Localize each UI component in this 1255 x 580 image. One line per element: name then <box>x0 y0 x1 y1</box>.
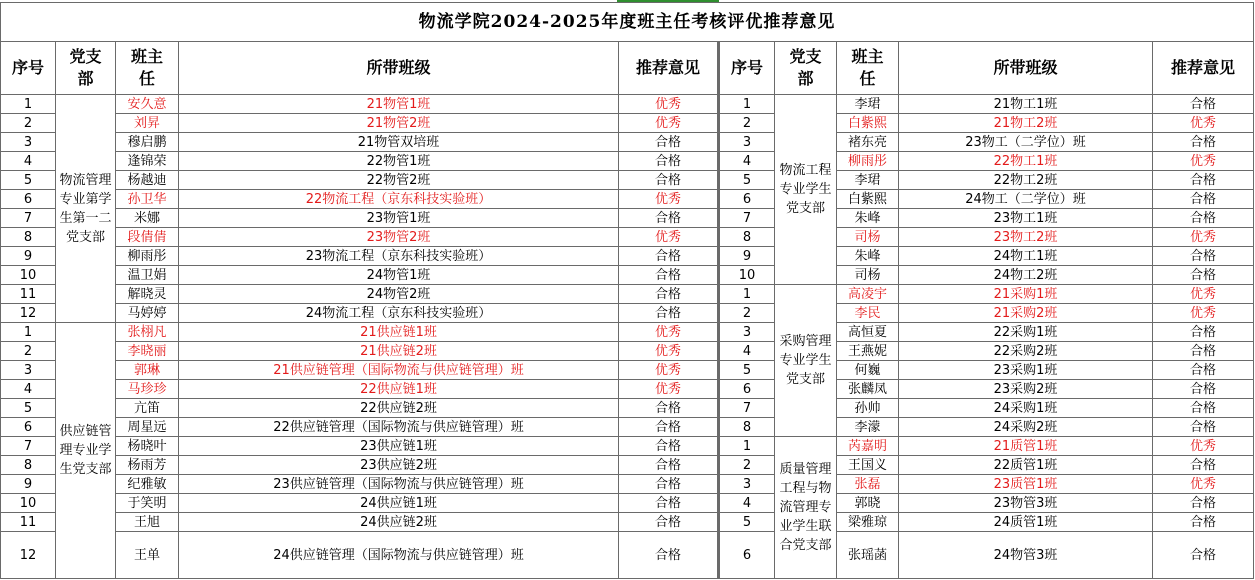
teacher-cell: 李濛 <box>837 418 899 437</box>
opinion-cell: 合格 <box>619 437 719 456</box>
table-row <box>1 437 1254 456</box>
table-row <box>1 380 1254 399</box>
opinion-cell: 合格 <box>1153 494 1254 513</box>
party-branch-label: 质量管理工程与物流管理专业学生联合党支部 <box>779 462 832 553</box>
table-row <box>1 399 1254 418</box>
class-cell: 23供应链2班 <box>179 456 619 475</box>
teacher-cell: 王燕妮 <box>837 342 899 361</box>
seq-cell: 3 <box>1 361 56 380</box>
seq-cell: 10 <box>719 266 775 285</box>
seq-cell: 4 <box>719 494 775 513</box>
teacher-cell: 马婷婷 <box>116 304 179 323</box>
teacher-cell: 白紫熙 <box>837 114 899 133</box>
class-cell: 23物管2班 <box>179 228 619 247</box>
class-cell: 22供应链2班 <box>179 399 619 418</box>
opinion-cell: 合格 <box>1153 95 1254 114</box>
opinion-cell: 合格 <box>619 494 719 513</box>
evaluation-table <box>0 2 1254 579</box>
teacher-cell: 柳雨彤 <box>837 152 899 171</box>
table-row <box>1 247 1254 266</box>
table-row <box>1 494 1254 513</box>
class-cell: 24采购1班 <box>899 399 1153 418</box>
header-opinion-right: 推荐意见 <box>1153 42 1254 95</box>
table-row <box>1 266 1254 285</box>
class-cell: 22采购1班 <box>899 323 1153 342</box>
table-row <box>1 361 1254 380</box>
class-cell: 24物工2班 <box>899 266 1153 285</box>
table-row <box>1 152 1254 171</box>
class-cell: 22质管1班 <box>899 456 1153 475</box>
seq-cell: 12 <box>1 532 56 579</box>
opinion-cell: 优秀 <box>1153 304 1254 323</box>
teacher-cell: 刘昇 <box>116 114 179 133</box>
class-cell: 23采购2班 <box>899 380 1153 399</box>
seq-cell: 6 <box>719 532 775 579</box>
seq-cell: 6 <box>719 380 775 399</box>
teacher-cell: 马珍珍 <box>116 380 179 399</box>
seq-cell: 9 <box>719 247 775 266</box>
teacher-cell: 李晓丽 <box>116 342 179 361</box>
teacher-cell: 杨雨芳 <box>116 456 179 475</box>
opinion-cell: 优秀 <box>619 190 719 209</box>
seq-cell: 5 <box>719 513 775 532</box>
class-cell: 23采购1班 <box>899 361 1153 380</box>
party-branch-label: 物流管理专业第学生第一二党支部 <box>59 172 112 245</box>
seq-cell: 12 <box>1 304 56 323</box>
seq-cell: 2 <box>719 456 775 475</box>
table-row <box>1 190 1254 209</box>
seq-cell: 8 <box>719 228 775 247</box>
teacher-cell: 张栩凡 <box>116 323 179 342</box>
seq-cell: 2 <box>1 114 56 133</box>
party-branch-cell <box>775 95 837 285</box>
opinion-cell: 优秀 <box>619 114 719 133</box>
class-cell: 24物管2班 <box>179 285 619 304</box>
teacher-cell: 段倩倩 <box>116 228 179 247</box>
seq-cell: 5 <box>719 361 775 380</box>
class-cell: 23物流工程（京东科技实验班） <box>179 247 619 266</box>
opinion-cell: 优秀 <box>619 361 719 380</box>
teacher-cell: 梁雅琼 <box>837 513 899 532</box>
table-row <box>1 171 1254 190</box>
seq-cell: 2 <box>1 342 56 361</box>
teacher-cell: 逢锦荣 <box>116 152 179 171</box>
class-cell: 21供应链1班 <box>179 323 619 342</box>
header-teacher <box>116 42 179 95</box>
opinion-cell: 合格 <box>1153 133 1254 152</box>
seq-cell: 3 <box>719 475 775 494</box>
class-cell: 24供应链2班 <box>179 513 619 532</box>
opinion-cell: 合格 <box>619 247 719 266</box>
teacher-cell: 米娜 <box>116 209 179 228</box>
class-cell: 22物管2班 <box>179 171 619 190</box>
teacher-cell: 于笑明 <box>116 494 179 513</box>
teacher-cell: 温卫娟 <box>116 266 179 285</box>
seq-cell: 6 <box>719 190 775 209</box>
opinion-cell: 合格 <box>619 418 719 437</box>
teacher-cell: 白紫熙 <box>837 190 899 209</box>
class-cell: 24物流工程（京东科技实验班） <box>179 304 619 323</box>
seq-cell: 3 <box>719 323 775 342</box>
opinion-cell: 优秀 <box>1153 152 1254 171</box>
party-branch-label: 供应链管理专业学生党支部 <box>59 424 112 477</box>
party-branch-label: 采购管理专业学生党支部 <box>779 334 832 387</box>
teacher-cell: 司杨 <box>837 228 899 247</box>
teacher-cell: 李珺 <box>837 171 899 190</box>
class-cell: 22物管1班 <box>179 152 619 171</box>
table-row <box>1 95 1254 114</box>
opinion-cell: 合格 <box>619 532 719 579</box>
class-cell: 23物工2班 <box>899 228 1153 247</box>
seq-cell: 9 <box>1 475 56 494</box>
opinion-cell: 优秀 <box>1153 475 1254 494</box>
opinion-cell: 合格 <box>619 285 719 304</box>
teacher-cell: 张瑶菡 <box>837 532 899 579</box>
teacher-cell: 孙卫华 <box>116 190 179 209</box>
class-cell: 24物工1班 <box>899 247 1153 266</box>
seq-cell: 11 <box>1 513 56 532</box>
header-teacher-right-label: 班主任 <box>851 47 884 88</box>
opinion-cell: 优秀 <box>619 95 719 114</box>
header-branch-label: 党支部 <box>69 47 102 88</box>
header-seq: 序号 <box>1 42 56 95</box>
party-branch-cell <box>775 437 837 579</box>
opinion-cell: 优秀 <box>619 342 719 361</box>
class-cell: 24供应链管理（国际物流与供应链管理）班 <box>179 532 619 579</box>
opinion-cell: 合格 <box>619 399 719 418</box>
table-row <box>1 532 1254 579</box>
opinion-cell: 优秀 <box>1153 437 1254 456</box>
teacher-cell: 纪雅敏 <box>116 475 179 494</box>
party-branch-cell <box>56 95 116 323</box>
teacher-cell: 朱峰 <box>837 209 899 228</box>
opinion-cell: 合格 <box>1153 247 1254 266</box>
opinion-cell: 优秀 <box>1153 228 1254 247</box>
teacher-cell: 高凌宇 <box>837 285 899 304</box>
seq-cell: 8 <box>1 456 56 475</box>
seq-cell: 3 <box>719 133 775 152</box>
teacher-cell: 褚东亮 <box>837 133 899 152</box>
seq-cell: 1 <box>719 437 775 456</box>
table-row <box>1 133 1254 152</box>
seq-cell: 7 <box>719 399 775 418</box>
seq-cell: 7 <box>1 209 56 228</box>
table-row <box>1 418 1254 437</box>
header-branch-right <box>775 42 837 95</box>
seq-cell: 3 <box>1 133 56 152</box>
teacher-cell: 何巍 <box>837 361 899 380</box>
opinion-cell: 合格 <box>619 152 719 171</box>
class-cell: 23物工（二学位）班 <box>899 133 1153 152</box>
seq-cell: 11 <box>1 285 56 304</box>
class-cell: 23物管1班 <box>179 209 619 228</box>
class-cell: 23供应链管理（国际物流与供应链管理）班 <box>179 475 619 494</box>
class-cell: 21采购2班 <box>899 304 1153 323</box>
opinion-cell: 合格 <box>619 513 719 532</box>
header-seq-right: 序号 <box>719 42 775 95</box>
opinion-cell: 合格 <box>619 475 719 494</box>
seq-cell: 4 <box>719 152 775 171</box>
class-cell: 23物管3班 <box>899 494 1153 513</box>
class-cell: 22采购2班 <box>899 342 1153 361</box>
class-cell: 21供应链管理（国际物流与供应链管理）班 <box>179 361 619 380</box>
opinion-cell: 合格 <box>1153 532 1254 579</box>
teacher-cell: 王旭 <box>116 513 179 532</box>
class-cell: 24质管1班 <box>899 513 1153 532</box>
seq-cell: 2 <box>719 304 775 323</box>
table-row <box>1 228 1254 247</box>
opinion-cell: 合格 <box>1153 399 1254 418</box>
teacher-cell: 王单 <box>116 532 179 579</box>
table-row <box>1 342 1254 361</box>
seq-cell: 7 <box>719 209 775 228</box>
table-row <box>1 323 1254 342</box>
seq-cell: 6 <box>1 190 56 209</box>
header-teacher-right <box>837 42 899 95</box>
table-row <box>1 209 1254 228</box>
teacher-cell: 芮嘉明 <box>837 437 899 456</box>
opinion-cell: 合格 <box>1153 513 1254 532</box>
teacher-cell: 周星远 <box>116 418 179 437</box>
opinion-cell: 合格 <box>1153 323 1254 342</box>
opinion-cell: 合格 <box>619 456 719 475</box>
class-cell: 21质管1班 <box>899 437 1153 456</box>
header-opinion: 推荐意见 <box>619 42 719 95</box>
seq-cell: 1 <box>719 95 775 114</box>
class-cell: 22物工1班 <box>899 152 1153 171</box>
seq-cell: 4 <box>1 152 56 171</box>
teacher-cell: 郭晓 <box>837 494 899 513</box>
teacher-cell: 高恒夏 <box>837 323 899 342</box>
opinion-cell: 合格 <box>1153 171 1254 190</box>
teacher-cell: 郭琳 <box>116 361 179 380</box>
party-branch-cell <box>775 285 837 437</box>
teacher-cell: 亢笛 <box>116 399 179 418</box>
header-class-right: 所带班级 <box>899 42 1153 95</box>
party-branch-label: 物流工程专业学生党支部 <box>779 163 832 216</box>
table-row <box>1 304 1254 323</box>
class-cell: 22物流工程（京东科技实验班） <box>179 190 619 209</box>
table-row <box>1 285 1254 304</box>
seq-cell: 4 <box>1 380 56 399</box>
header-teacher-label: 班主任 <box>130 47 163 88</box>
opinion-cell: 合格 <box>619 209 719 228</box>
seq-cell: 10 <box>1 266 56 285</box>
teacher-cell: 李珺 <box>837 95 899 114</box>
table-row <box>1 456 1254 475</box>
seq-cell: 6 <box>1 418 56 437</box>
opinion-cell: 合格 <box>1153 342 1254 361</box>
class-cell: 23物工1班 <box>899 209 1153 228</box>
table-row <box>1 475 1254 494</box>
teacher-cell: 朱峰 <box>837 247 899 266</box>
opinion-cell: 合格 <box>1153 266 1254 285</box>
class-cell: 21物管2班 <box>179 114 619 133</box>
teacher-cell: 解晓灵 <box>116 285 179 304</box>
header-branch-right-label: 党支部 <box>789 47 822 88</box>
header-class: 所带班级 <box>179 42 619 95</box>
class-cell: 21供应链2班 <box>179 342 619 361</box>
teacher-cell: 司杨 <box>837 266 899 285</box>
opinion-cell: 优秀 <box>619 323 719 342</box>
seq-cell: 7 <box>1 437 56 456</box>
opinion-cell: 合格 <box>1153 190 1254 209</box>
teacher-cell: 王国义 <box>837 456 899 475</box>
teacher-cell: 杨越迪 <box>116 171 179 190</box>
teacher-cell: 张麟凤 <box>837 380 899 399</box>
opinion-cell: 合格 <box>619 171 719 190</box>
opinion-cell: 合格 <box>1153 456 1254 475</box>
table-row <box>1 513 1254 532</box>
class-cell: 22供应链1班 <box>179 380 619 399</box>
seq-cell: 9 <box>1 247 56 266</box>
class-cell: 24物管3班 <box>899 532 1153 579</box>
teacher-cell: 柳雨彤 <box>116 247 179 266</box>
opinion-cell: 优秀 <box>1153 114 1254 133</box>
class-cell: 21物工1班 <box>899 95 1153 114</box>
opinion-cell: 优秀 <box>619 228 719 247</box>
class-cell: 24供应链1班 <box>179 494 619 513</box>
teacher-cell: 穆启鹏 <box>116 133 179 152</box>
class-cell: 21物管1班 <box>179 95 619 114</box>
seq-cell: 10 <box>1 494 56 513</box>
seq-cell: 5 <box>719 171 775 190</box>
seq-cell: 2 <box>719 114 775 133</box>
class-cell: 24采购2班 <box>899 418 1153 437</box>
teacher-cell: 安久意 <box>116 95 179 114</box>
seq-cell: 5 <box>1 171 56 190</box>
opinion-cell: 合格 <box>1153 361 1254 380</box>
seq-cell: 4 <box>719 342 775 361</box>
class-cell: 24物工（二学位）班 <box>899 190 1153 209</box>
seq-cell: 8 <box>719 418 775 437</box>
seq-cell: 8 <box>1 228 56 247</box>
class-cell: 23供应链1班 <box>179 437 619 456</box>
opinion-cell: 优秀 <box>619 380 719 399</box>
opinion-cell: 合格 <box>619 133 719 152</box>
seq-cell: 1 <box>1 323 56 342</box>
seq-cell: 1 <box>719 285 775 304</box>
opinion-cell: 合格 <box>619 266 719 285</box>
opinion-cell: 优秀 <box>1153 285 1254 304</box>
opinion-cell: 合格 <box>1153 209 1254 228</box>
class-cell: 22物工2班 <box>899 171 1153 190</box>
class-cell: 21物工2班 <box>899 114 1153 133</box>
class-cell: 21物管双培班 <box>179 133 619 152</box>
class-cell: 23质管1班 <box>899 475 1153 494</box>
party-branch-cell <box>56 323 116 579</box>
seq-cell: 5 <box>1 399 56 418</box>
seq-cell: 1 <box>1 95 56 114</box>
opinion-cell: 合格 <box>1153 380 1254 399</box>
class-cell: 22供应链管理（国际物流与供应链管理）班 <box>179 418 619 437</box>
class-cell: 24物管1班 <box>179 266 619 285</box>
table-row <box>1 114 1254 133</box>
opinion-cell: 合格 <box>1153 418 1254 437</box>
class-cell: 21采购1班 <box>899 285 1153 304</box>
teacher-cell: 张磊 <box>837 475 899 494</box>
header-branch <box>56 42 116 95</box>
teacher-cell: 李民 <box>837 304 899 323</box>
teacher-cell: 孙帅 <box>837 399 899 418</box>
teacher-cell: 杨晓叶 <box>116 437 179 456</box>
sheet-title: 物流学院2024-2025年度班主任考核评优推荐意见 <box>1 3 1254 42</box>
opinion-cell: 合格 <box>619 304 719 323</box>
